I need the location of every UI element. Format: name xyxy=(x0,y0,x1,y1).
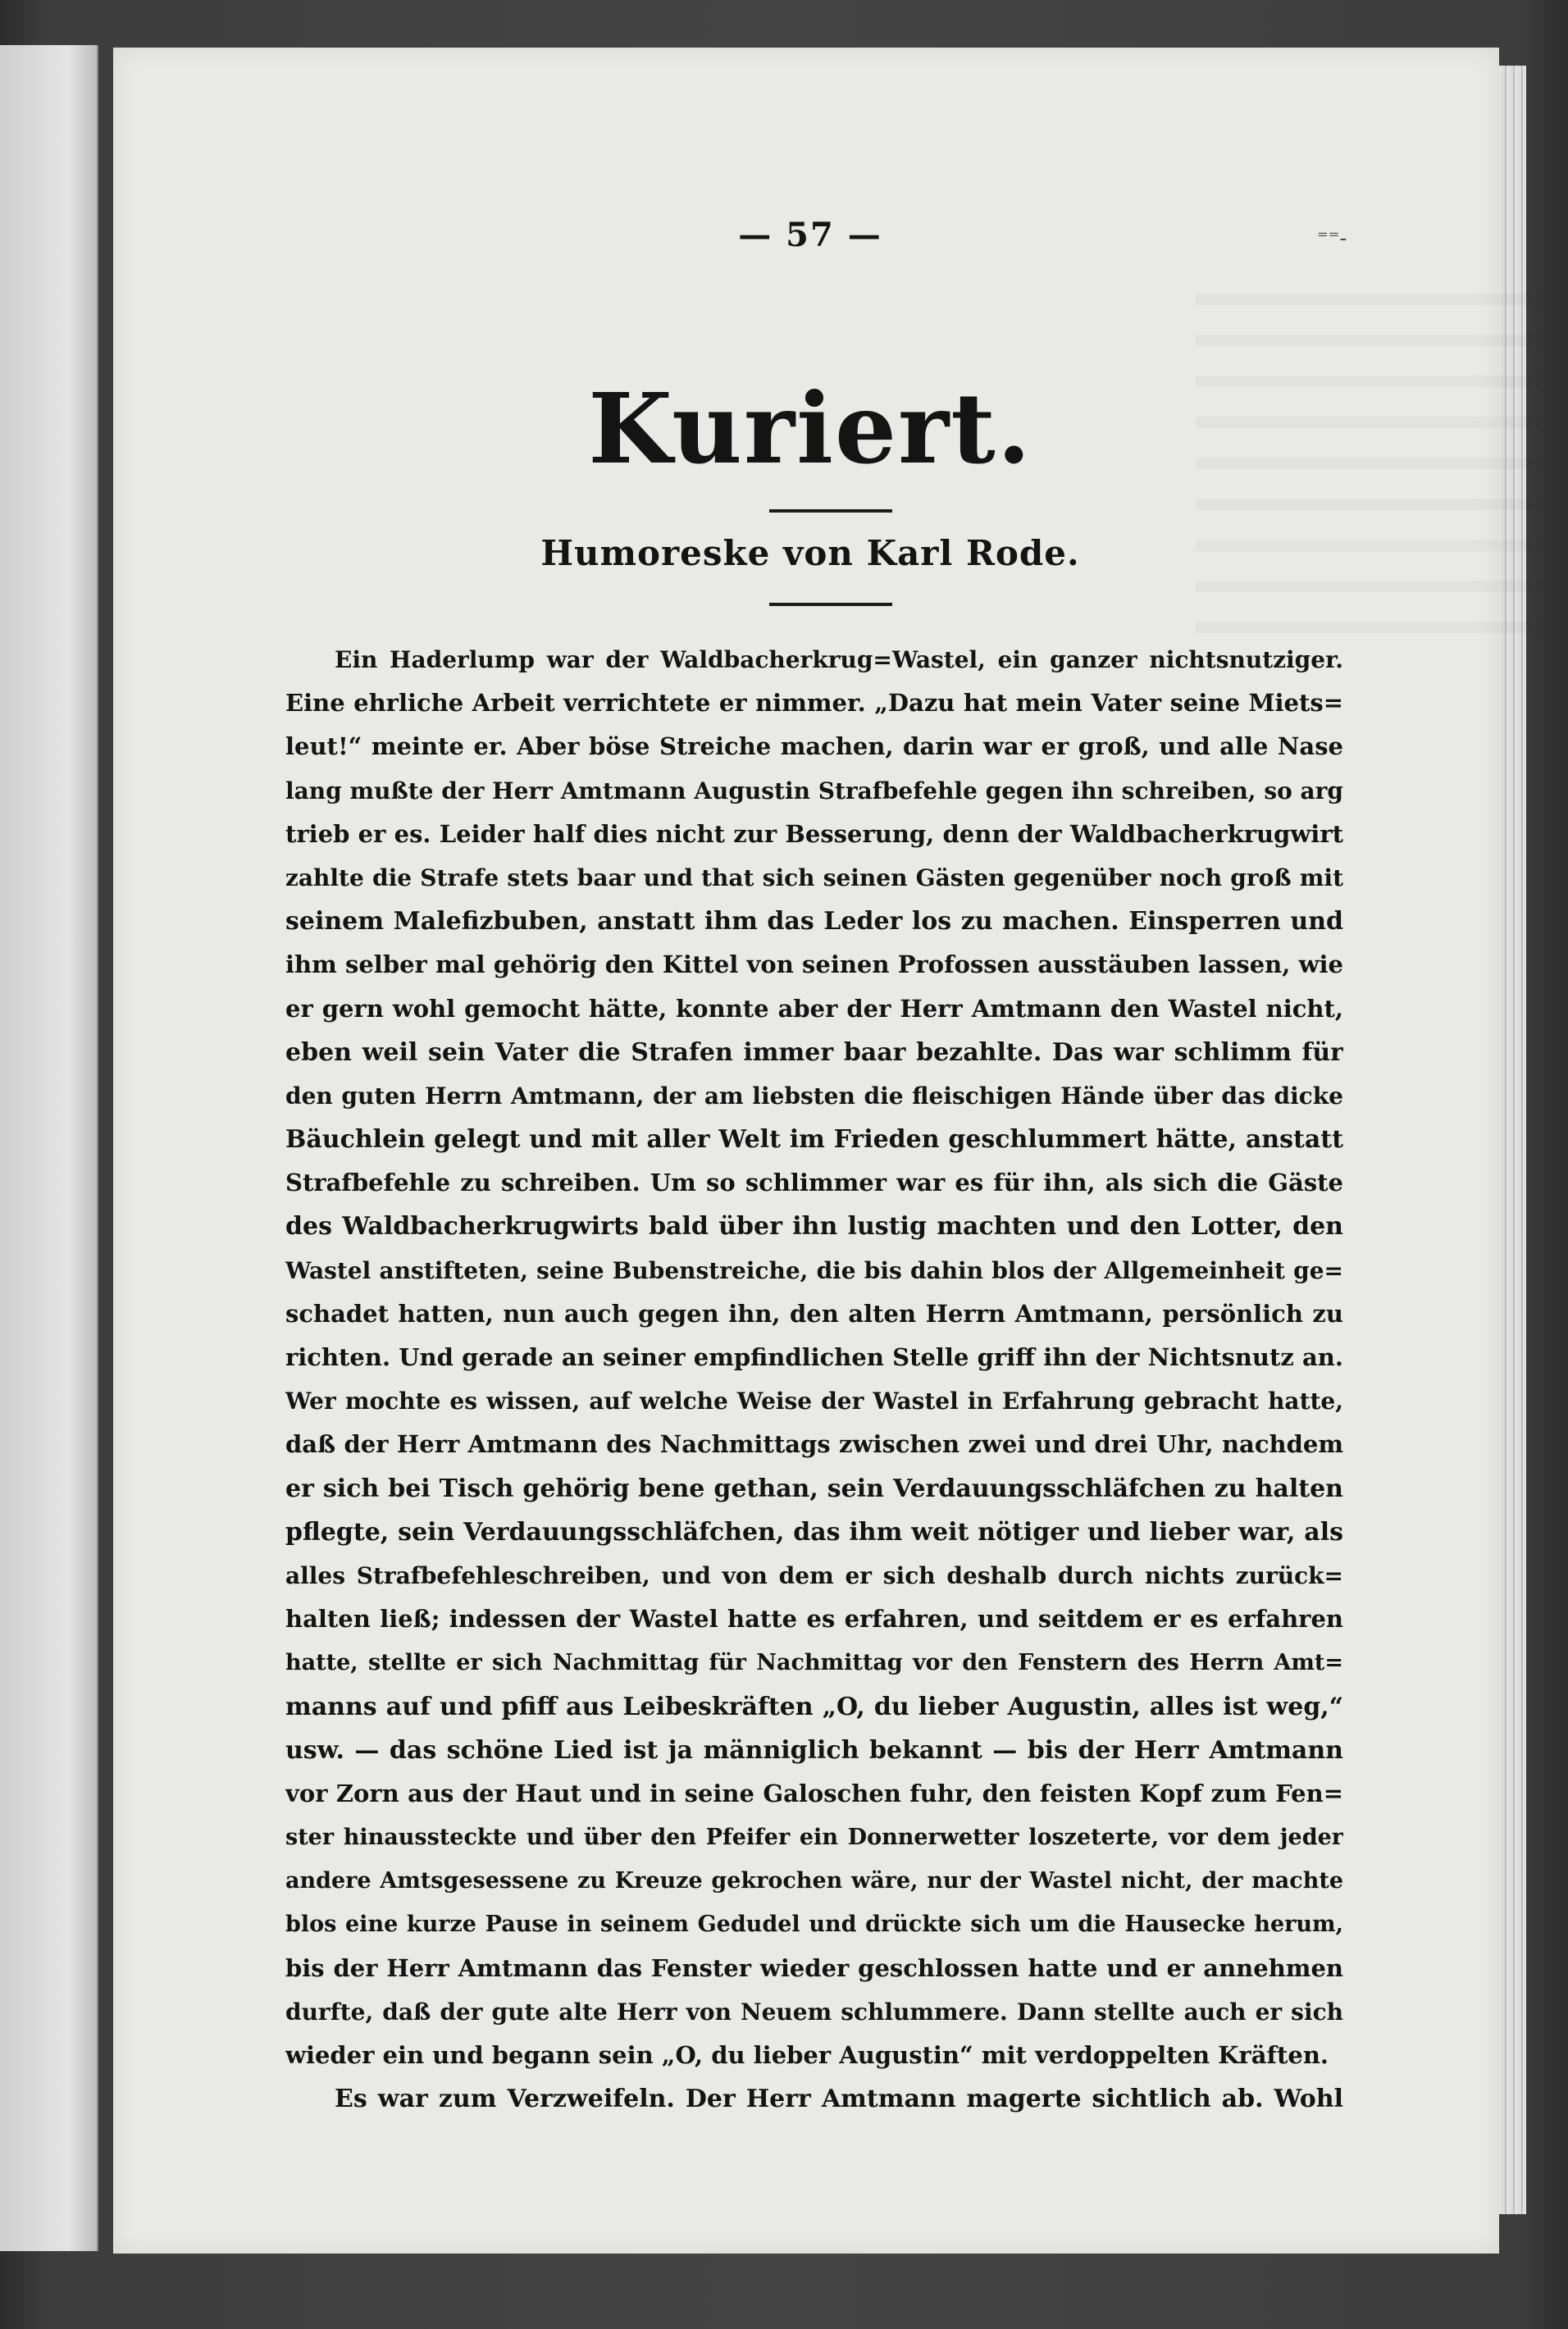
text-line: des Waldbacherkrugwirts bald über ihn lustig machten und den Lotter, den xyxy=(285,1212,1343,1242)
body-text xyxy=(285,638,1343,2121)
text-line: bis der Herr Amtmann das Fenster wieder geschlossen hatte und er annehmen xyxy=(285,1953,1343,1982)
left-page-edge xyxy=(0,45,98,2251)
text-line: Es war zum Verzweifeln. Der Herr Amtmann magerte sichtlich ab. Wohl xyxy=(335,2085,1343,2114)
text-line: vor Zorn aus der Haut und in seine Galoschen fuhr, den feisten Kopf zum Fen= xyxy=(285,1779,1343,1807)
byline-rule xyxy=(769,603,892,606)
text-line: hatte, stellte er sich Nachmittag für Nachmittag vor den Fenstern des Herrn Amt= xyxy=(285,1650,1343,1676)
text-line: blos eine kurze Pause in seinem Gedudel und drückte sich um die Hausecke herum, xyxy=(285,1912,1343,1938)
text-line: wieder ein und begann sein „O, du lieber Augustin“ mit verdoppelten Kräften. xyxy=(285,2041,1329,2069)
text-line: den guten Herrn Amtmann, der am liebsten die fleischigen Hände über das dicke xyxy=(285,1082,1343,1110)
text-line: ihm selber mal gehörig den Kittel von seinen Profossen ausstäuben lassen, wie xyxy=(285,950,1343,979)
text-line: Strafbefehle zu schreiben. Um so schlimmer war es für ihn, als sich die Gäste xyxy=(285,1169,1343,1197)
text-line: pflegte, sein Verdauungsschläfchen, das ihm weit nötiger und lieber war, als xyxy=(285,1517,1343,1547)
title-rule xyxy=(769,509,892,513)
text-line: zahlte die Strafe stets baar und that sich seinen Gästen gegenüber noch groß mit xyxy=(285,864,1343,891)
text-line: alles Strafbefehleschreiben, und von dem er sich deshalb durch nichts zurück= xyxy=(285,1561,1343,1589)
text-line: seinem Malefizbuben, anstatt ihm das Leder los zu machen. Einsperren und xyxy=(285,907,1343,937)
text-line: schadet hatten, nun auch gegen ihn, den alten Herrn Amtmann, persönlich zu xyxy=(285,1299,1343,1328)
page-title: Kuriert. xyxy=(588,371,1032,485)
text-line: andere Amtsgesessene zu Kreuze gekrochen wäre, nur der Wastel nicht, der machte xyxy=(285,1868,1343,1894)
text-line: Bäuchlein gelegt und mit aller Welt im Frieden geschlummert hätte, anstatt xyxy=(285,1125,1343,1155)
text-line: Wastel anstifteten, seine Bubenstreiche, die bis dahin blos der Allgemeinheit ge= xyxy=(285,1256,1343,1284)
text-line: usw. — das schöne Lied ist ja männiglich bekannt — bis der Herr Amtmann xyxy=(285,1735,1343,1765)
text-line: eben weil sein Vater die Strafen immer baar bezahlte. Das war schlimm für xyxy=(285,1037,1343,1067)
byline: Humoreske von Karl Rode. xyxy=(540,533,1080,573)
text-line: leut!“ meinte er. Aber böse Streiche machen, darin war er groß, und alle Nase xyxy=(285,732,1343,761)
corner-mark: ⁼⁼‑ xyxy=(1317,226,1347,251)
text-line: trieb er es. Leider half dies nicht zur Besserung, denn der Waldbacherkrugwirt xyxy=(285,819,1343,848)
text-line: halten ließ; indessen der Wastel hatte es erfahren, und seitdem er es erfahren xyxy=(285,1605,1343,1634)
text-line: ster hinaussteckte und über den Pfeifer ein Donnerwetter loszeterte, vor dem jeder xyxy=(285,1825,1343,1851)
text-line: durfte, daß der gute alte Herr von Neuem schlummere. Dann stellte auch er sich xyxy=(285,1998,1343,2026)
text-line: lang mußte der Herr Amtmann Augustin Strafbefehle gegen ihn schreiben, so arg xyxy=(285,777,1343,804)
text-line: Wer mochte es wissen, auf welche Weise der Wastel in Erfahrung gebracht hatte, xyxy=(285,1388,1343,1415)
page-number: — 57 — xyxy=(738,216,882,254)
text-line: daß der Herr Amtmann des Nachmittags zwischen zwei und drei Uhr, nachdem xyxy=(285,1430,1343,1459)
text-line: Ein Haderlump war der Waldbacherkrug=Wastel, ein ganzer nichtsnutziger. xyxy=(335,646,1343,673)
text-line: Eine ehrliche Arbeit verrichtete er nimmer. „Dazu hat mein Vater seine Miets= xyxy=(285,689,1343,718)
text-line: er sich bei Tisch gehörig bene gethan, sein Verdauungsschläfchen zu halten xyxy=(285,1474,1343,1503)
text-line: richten. Und gerade an seiner empfindlichen Stelle griff ihn der Nichtsnutz an. xyxy=(285,1343,1343,1371)
text-line: er gern wohl gemocht hätte, konnte aber der Herr Amtmann den Wastel nicht, xyxy=(285,994,1343,1023)
book-page xyxy=(113,48,1499,2254)
text-line: manns auf und pfiff aus Leibeskräften „O, du lieber Augustin, alles ist weg,“ xyxy=(285,1692,1343,1721)
